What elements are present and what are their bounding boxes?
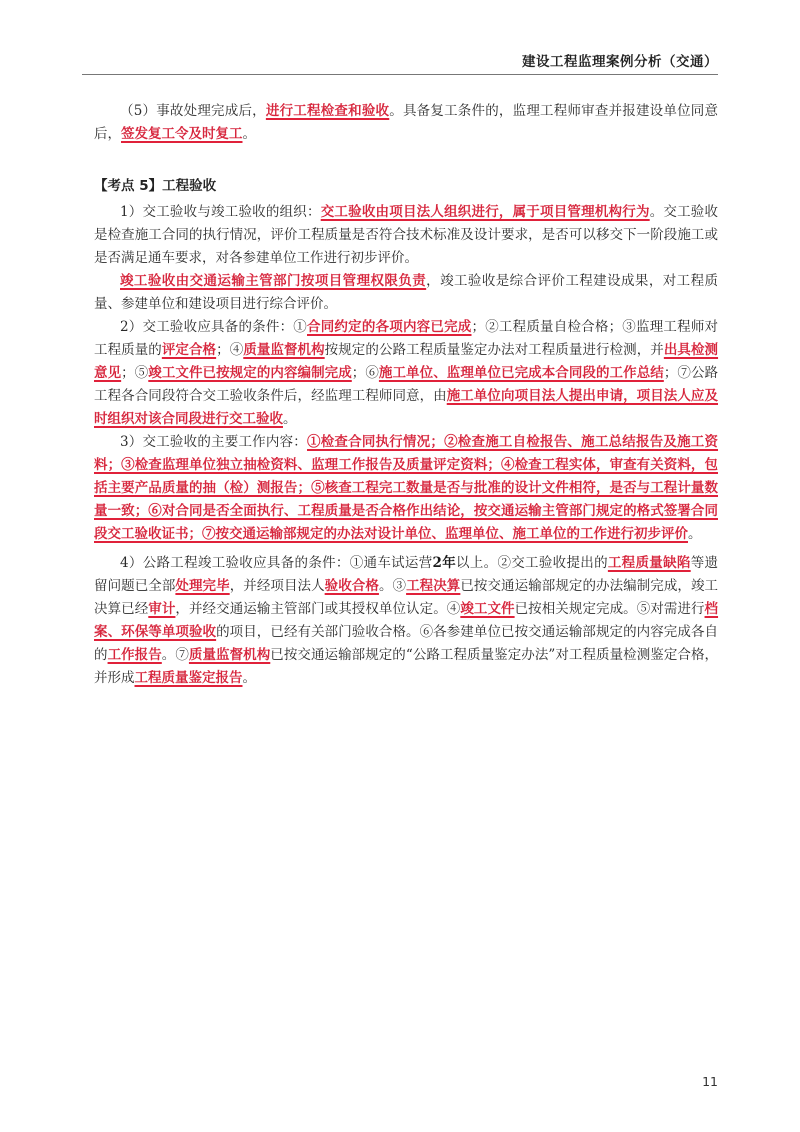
highlight-completion-authority: 竣工验收由交通运输主管部门按项目管理权限负责: [120, 273, 427, 289]
text-run: ；②工程质量自检合格；③监理工程师对工程质量的: [94, 319, 719, 358]
highlight: 竣工文件已按规定的内容编制完成: [148, 365, 352, 381]
highlight: 出具检测意见: [94, 342, 719, 381]
paragraph-handover-work-content: [94, 431, 718, 546]
highlight: 工程质量缺陷: [607, 555, 691, 571]
highlight: 工程质量鉴定报告: [134, 670, 243, 686]
highlight: 验收合格: [324, 578, 379, 594]
header-rule: [82, 74, 718, 75]
paragraph-handover-conditions: [94, 316, 718, 431]
text-run: ；⑤: [121, 365, 149, 381]
highlight-handover-acceptance: 交工验收由项目法人组织进行，属于项目管理机构行为: [320, 204, 650, 220]
text-run: 已按交通运输部规定的“公路工程质量鉴定办法”对工程质量检测鉴定合格，并形成: [94, 647, 719, 686]
section-heading: 【考点 5】工程验收: [94, 178, 217, 194]
text-run: 。: [283, 411, 297, 427]
running-header-title: 建设工程监理案例分析（交通）: [522, 54, 718, 70]
text-run: 已按交通运输部规定的办法编制完成，竣工决算已经: [94, 578, 719, 617]
highlight: 质量监督机构: [243, 342, 325, 358]
text-run: ，竣工验收是综合评价工程建设成果，对工程质量、参建单位和建设项目进行综合评价。: [94, 273, 719, 312]
highlight: 质量监督机构: [188, 647, 271, 663]
text-run: ；④: [216, 342, 244, 358]
paragraph-organization: [94, 201, 718, 270]
text-run: ；⑥: [351, 365, 379, 381]
highlight-inspect-accept: 进行工程检查和验收: [265, 103, 390, 119]
text-run: 。⑦: [161, 647, 189, 663]
text-run: 1）交工验收与竣工验收的组织：: [120, 204, 321, 220]
text-run: ，并经交通运输主管部门或其授权单位认定。④: [175, 601, 461, 617]
highlight: 施工单位向项目法人提出申请，项目法人应及时组织对该合同段进行交工验收: [94, 388, 719, 427]
text-run: ，并经项目法人: [229, 578, 325, 594]
text-run: 的项目，已经有关部门验收合格。⑥各参建单位已按交通运输部规定的内容完成各自的: [94, 624, 719, 663]
highlight-resume-order: 签发复工令及时复工: [121, 126, 243, 142]
text-run: 2）交工验收应具备的条件：①: [120, 319, 307, 335]
text-run: 。具备复工条件的，监理工程师审查并报建设单位同意后，: [94, 103, 719, 142]
text-run: （5）事故处理完成后，: [120, 103, 266, 119]
highlight: 施工单位、监理单位已完成本合同段的工作总结: [378, 365, 664, 381]
highlight: 工作报告: [107, 647, 162, 663]
highlight: 处理完毕: [175, 578, 230, 594]
text-run: 。: [242, 670, 256, 686]
text-run: 以上。②交工验收提出的: [456, 555, 608, 571]
paragraph-accident-handling: [94, 100, 718, 146]
highlight-work-items: ①检查合同执行情况；②检查施工自检报告、施工总结报告及施工资料；③检查监理单位独立抽检资料、监理工作报告及质量评定资料；④检查工程实体，审查有关资料，包括主要产品质量的抽（检）测报告；⑤核查工程完工数量是否与批准的设计文件相符，是否与工程计量数量一致；⑥对合同是否全面执行、工程质量是否合格作出结论，按交通运输主管部门规定的格式签署合同段交工验收证书；⑦按交通运输部规定的办法对设计单位、监理单位、施工单位的工作进行初步评价: [94, 434, 719, 542]
page-number: 11: [702, 1074, 718, 1089]
text-run: 。③: [378, 578, 407, 594]
highlight: 竣工文件: [460, 601, 515, 617]
text-run: ；⑦公路工程各合同段符合交工验收条件后，经监理工程师同意，由: [94, 365, 719, 404]
highlight: 审计: [148, 601, 176, 617]
emphasis-two-years: 2年: [432, 555, 457, 571]
text-run: 按规定的公路工程质量鉴定办法对工程质量进行检测，并: [324, 342, 664, 358]
text-run: 3）交工验收的主要工作内容：: [120, 434, 307, 450]
text-run: 。: [688, 526, 702, 542]
text-run: 已按相关规定完成。⑤对需进行: [514, 601, 705, 617]
text-run: 。交工验收是检查施工合同的执行情况，评价工程质量是否符合技术标准及设计要求，是否可以移交下一阶段施工或是否满足通车要求，对各参建单位工作进行初步评价。: [94, 204, 719, 266]
highlight: 评定合格: [161, 342, 217, 358]
text-run: 等遗留问题已全部: [94, 555, 719, 594]
highlight: 工程决算: [406, 578, 461, 594]
text-run: 。: [242, 126, 256, 142]
highlight: 合同约定的各项内容已完成: [307, 319, 472, 335]
highlight: 档案、环保等单项验收: [94, 601, 719, 640]
paragraph-completion-conditions: [94, 552, 718, 690]
text-run: 4）公路工程竣工验收应具备的条件：①通车试运营: [120, 555, 433, 571]
paragraph-completion-acceptance: [94, 270, 718, 316]
